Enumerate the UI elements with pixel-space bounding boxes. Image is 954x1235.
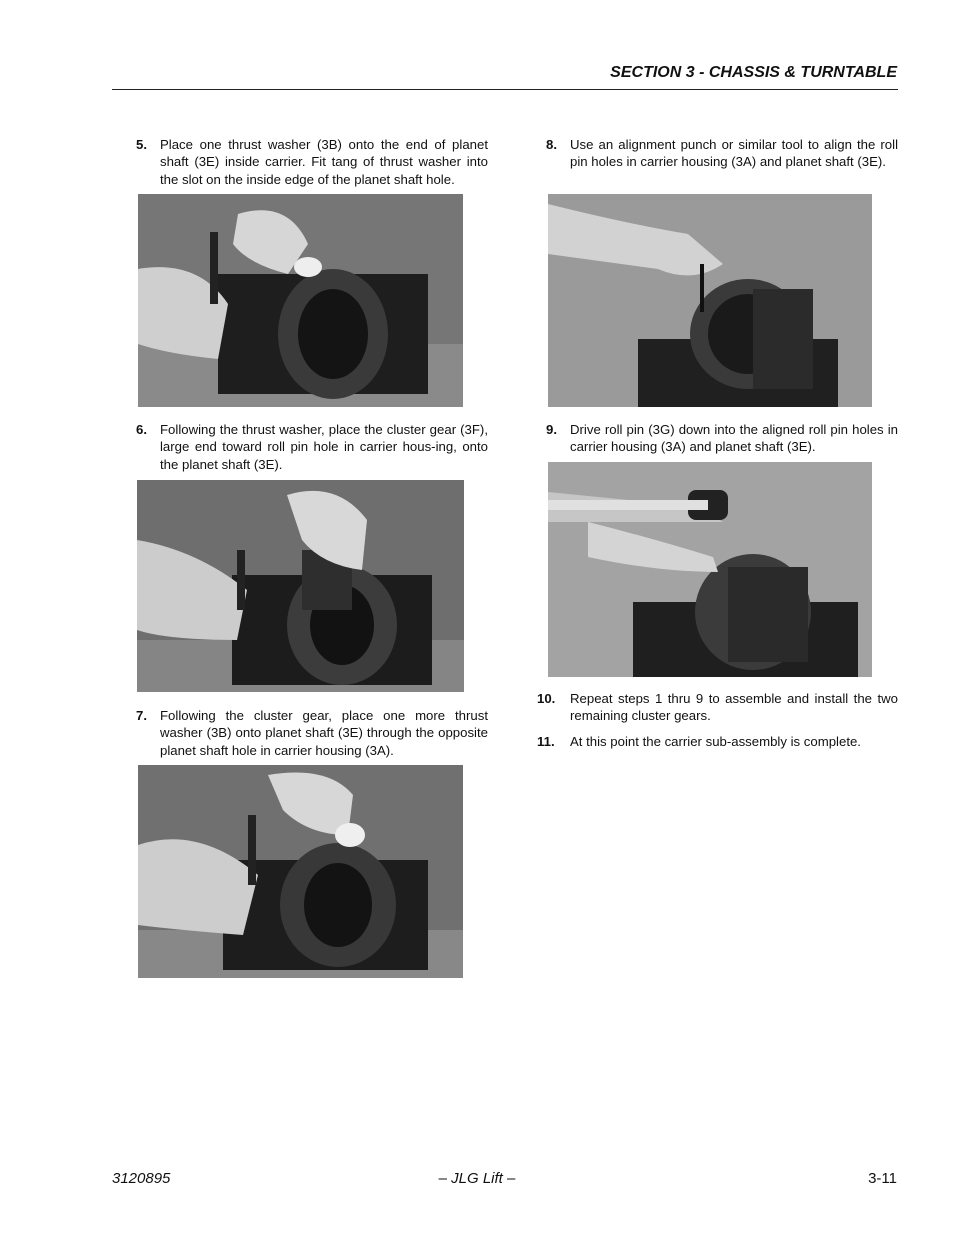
photo-roll-pin-hammer	[548, 462, 872, 677]
step-text: Following the thrust washer, place the cluster gear (3F), large end toward roll pin hole in carrier hous-ing, onto the planet shaft (3E).	[160, 422, 488, 472]
step-number: 9.	[546, 422, 557, 437]
step-text: Following the cluster gear, place one more thrust washer (3B) onto planet shaft (3E) through the opposite planet shaft hole in carrier housing (3A).	[160, 708, 488, 758]
photo-second-thrust-washer	[138, 765, 463, 978]
step-number: 10.	[537, 691, 556, 706]
footer-page-number: 3-11	[868, 1170, 897, 1187]
header-divider	[112, 89, 898, 90]
step-text: Drive roll pin (3G) down into the aligned roll pin holes in carrier housing (3A) and planet shaft (3E).	[570, 422, 898, 455]
section-title: SECTION 3 - CHASSIS & TURNTABLE	[610, 64, 897, 81]
step-text: At this point the carrier sub-assembly is complete.	[570, 734, 861, 749]
step-text: Place one thrust washer (3B) onto the end of planet shaft (3E) inside carrier. Fit tang of thrust washer into the slot on the inside edge of the planet shaft hole.	[160, 137, 488, 187]
step-number: 11.	[537, 734, 555, 749]
footer-brand: – JLG Lift –	[438, 1170, 516, 1187]
photo-alignment-punch	[548, 194, 872, 407]
footer-doc-number: 3120895	[112, 1170, 171, 1187]
step-text: Use an alignment punch or similar tool to align the roll pin holes in carrier housing (3A) and planet shaft (3E).	[570, 137, 898, 170]
step-number: 7.	[136, 708, 147, 723]
photo-cluster-gear-install	[137, 480, 464, 692]
step-number: 8.	[546, 137, 557, 152]
step-number: 6.	[136, 422, 147, 437]
step-text: Repeat steps 1 thru 9 to assemble and install the two remaining cluster gears.	[570, 691, 898, 724]
step-number: 5.	[136, 137, 147, 152]
photo-thrust-washer-install	[138, 194, 463, 407]
